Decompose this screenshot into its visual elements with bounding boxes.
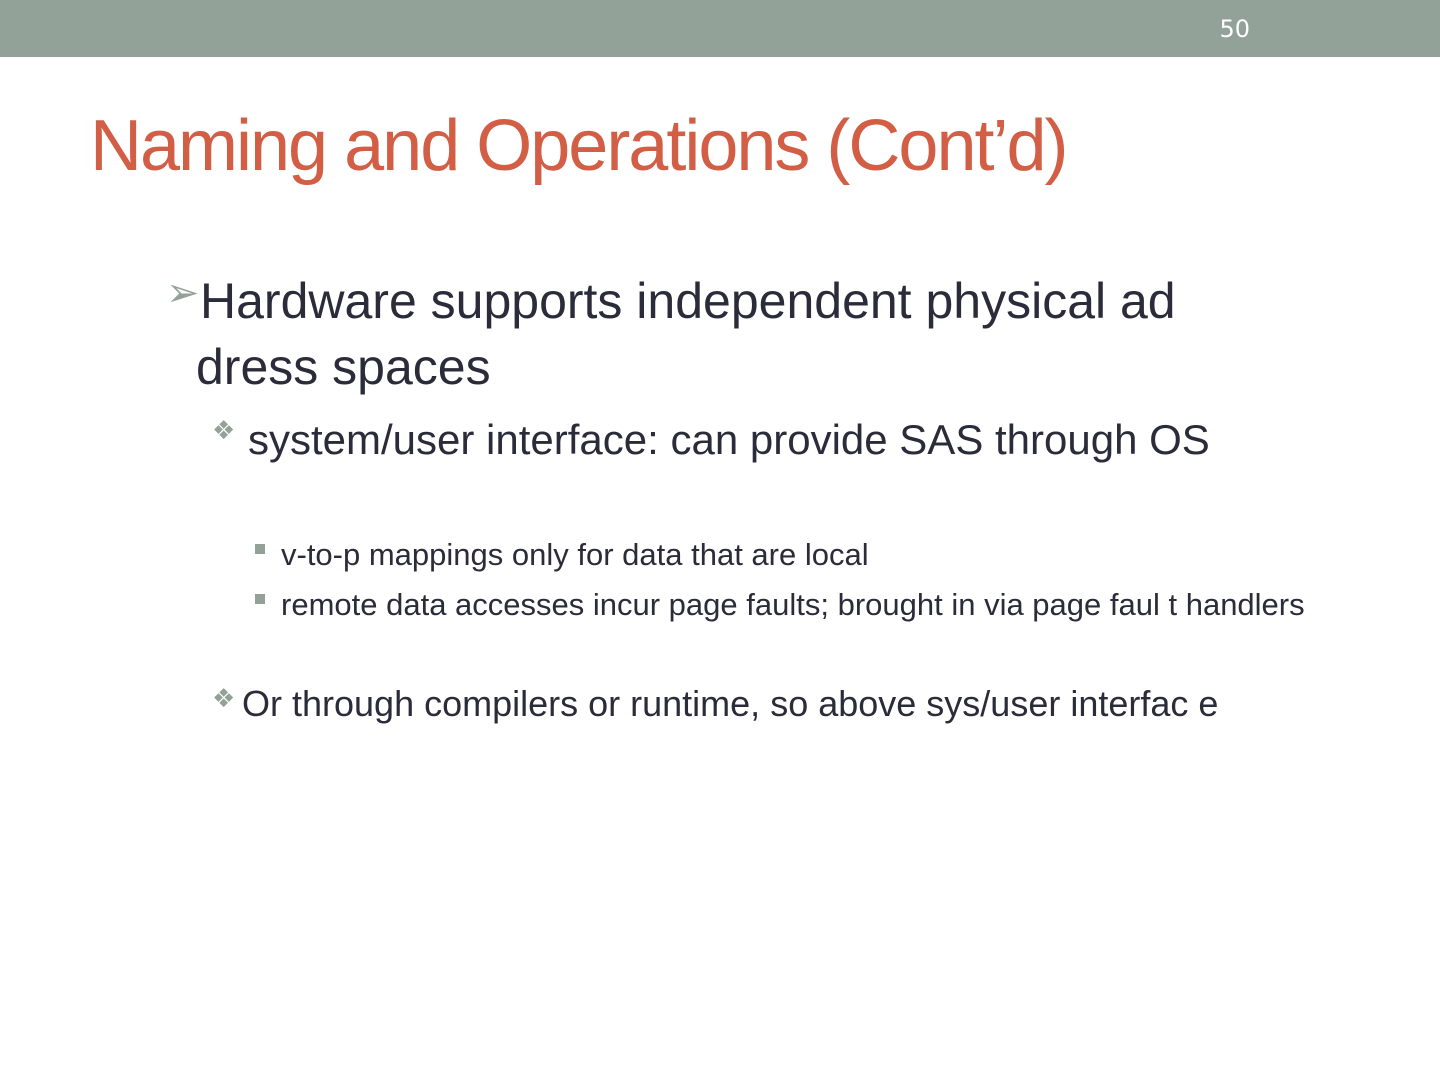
bullet-text: remote data accesses incur page faults; brought in via page faul t handlers bbox=[281, 587, 1305, 622]
bullet-level3-page-faults bbox=[281, 583, 1311, 626]
diamond-cluster-bullet-icon: ❖ bbox=[212, 416, 236, 446]
slide-number: 50 bbox=[1219, 15, 1250, 43]
square-bullet-icon bbox=[255, 544, 265, 554]
bullet-text: v-to-p mappings only for data that are local bbox=[281, 537, 869, 572]
bullet-text: Hardware supports independent physical ad dress spaces bbox=[196, 273, 1176, 395]
bullet-level3-mappings bbox=[281, 533, 1311, 576]
bullet-level1-hardware bbox=[166, 268, 1306, 400]
bullet-text: Or through compilers or runtime, so above sys/user interfac e bbox=[242, 683, 1219, 724]
bullet-level2-system-user-interface bbox=[212, 412, 1288, 468]
slide-title: Naming and Operations (Cont’d) bbox=[90, 106, 1067, 186]
square-bullet-icon bbox=[255, 594, 265, 604]
bullet-text: system/user interface: can provide SAS through OS bbox=[248, 416, 1210, 463]
header-bar bbox=[0, 0, 1440, 57]
diamond-cluster-bullet-icon: ❖ bbox=[212, 684, 236, 714]
bullet-level2-compilers-runtime bbox=[212, 680, 1308, 728]
arrowhead-bullet-icon: ➢ bbox=[166, 270, 200, 316]
